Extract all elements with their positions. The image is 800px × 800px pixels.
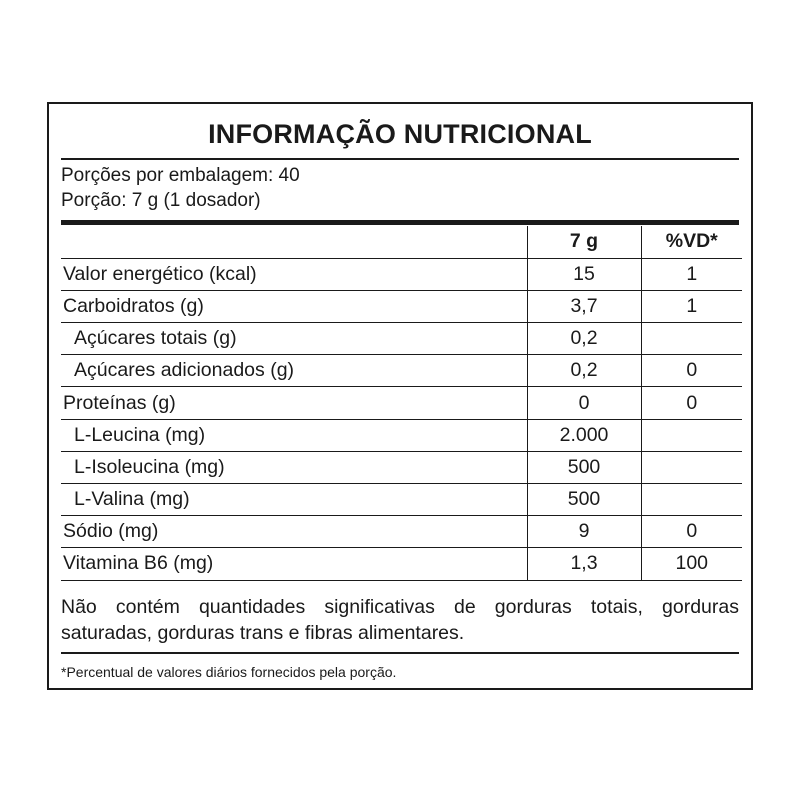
nutrient-amount: 2.000 bbox=[527, 419, 641, 451]
serving-size: Porção: 7 g (1 dosador) bbox=[61, 190, 261, 211]
nutrient-daily-value bbox=[641, 484, 742, 516]
table-row bbox=[61, 419, 742, 451]
amount-column-header: 7 g bbox=[527, 226, 641, 258]
nutrient-name: Sódio (mg) bbox=[61, 516, 527, 548]
daily-value-footnote: *Percentual de valores diários fornecidos pela porção. bbox=[61, 664, 397, 680]
nutrient-name: Carboidratos (g) bbox=[61, 290, 527, 322]
nutrient-daily-value: 0 bbox=[641, 355, 742, 387]
table-row bbox=[61, 355, 742, 387]
table-row bbox=[61, 548, 742, 580]
header-thick-rule bbox=[61, 220, 739, 225]
nutrient-amount: 0 bbox=[527, 387, 641, 419]
label-title: INFORMAÇÃO NUTRICIONAL bbox=[208, 119, 592, 149]
nutrient-daily-value: 0 bbox=[641, 387, 742, 419]
nutrient-daily-value bbox=[641, 419, 742, 451]
nutrient-amount: 500 bbox=[527, 484, 641, 516]
nutrient-daily-value: 1 bbox=[641, 290, 742, 322]
nutrient-daily-value bbox=[641, 323, 742, 355]
nutrient-name: Vitamina B6 (mg) bbox=[61, 548, 527, 580]
nutrient-daily-value: 0 bbox=[641, 516, 742, 548]
nutrient-daily-value bbox=[641, 451, 742, 483]
nutrition-table bbox=[61, 226, 742, 581]
nutrient-amount: 1,3 bbox=[527, 548, 641, 580]
nutrient-name: Valor energético (kcal) bbox=[61, 258, 527, 290]
table-row bbox=[61, 451, 742, 483]
not-significant-note: Não contém quantidades significativas de gorduras totais, gorduras saturadas, gorduras trans e fibras alimentares. bbox=[61, 596, 739, 644]
table-row bbox=[61, 516, 742, 548]
nutrient-daily-value: 1 bbox=[641, 258, 742, 290]
table-row bbox=[61, 258, 742, 290]
title-divider bbox=[61, 158, 739, 160]
nutrition-facts-panel bbox=[47, 102, 753, 690]
nutrient-name: Açúcares totais (g) bbox=[61, 323, 527, 355]
nutrient-amount: 0,2 bbox=[527, 355, 641, 387]
table-header-row bbox=[61, 226, 742, 258]
table-row bbox=[61, 290, 742, 322]
table-row bbox=[61, 484, 742, 516]
nutrient-amount: 0,2 bbox=[527, 323, 641, 355]
nutrient-name: Proteínas (g) bbox=[61, 387, 527, 419]
table-row bbox=[61, 323, 742, 355]
daily-value-column-header: %VD* bbox=[641, 226, 742, 258]
table-row bbox=[61, 387, 742, 419]
nutrient-name: Açúcares adicionados (g) bbox=[61, 355, 527, 387]
nutrient-amount: 500 bbox=[527, 451, 641, 483]
nutrient-daily-value: 100 bbox=[641, 548, 742, 580]
nutrient-amount: 3,7 bbox=[527, 290, 641, 322]
nutrient-amount: 15 bbox=[527, 258, 641, 290]
nutrient-name: L-Leucina (mg) bbox=[61, 419, 527, 451]
footnote-divider bbox=[61, 652, 739, 654]
servings-per-package: Porções por embalagem: 40 bbox=[61, 165, 300, 186]
nutrient-name: L-Valina (mg) bbox=[61, 484, 527, 516]
nutrient-column-header bbox=[61, 226, 527, 258]
nutrient-amount: 9 bbox=[527, 516, 641, 548]
nutrient-name: L-Isoleucina (mg) bbox=[61, 451, 527, 483]
